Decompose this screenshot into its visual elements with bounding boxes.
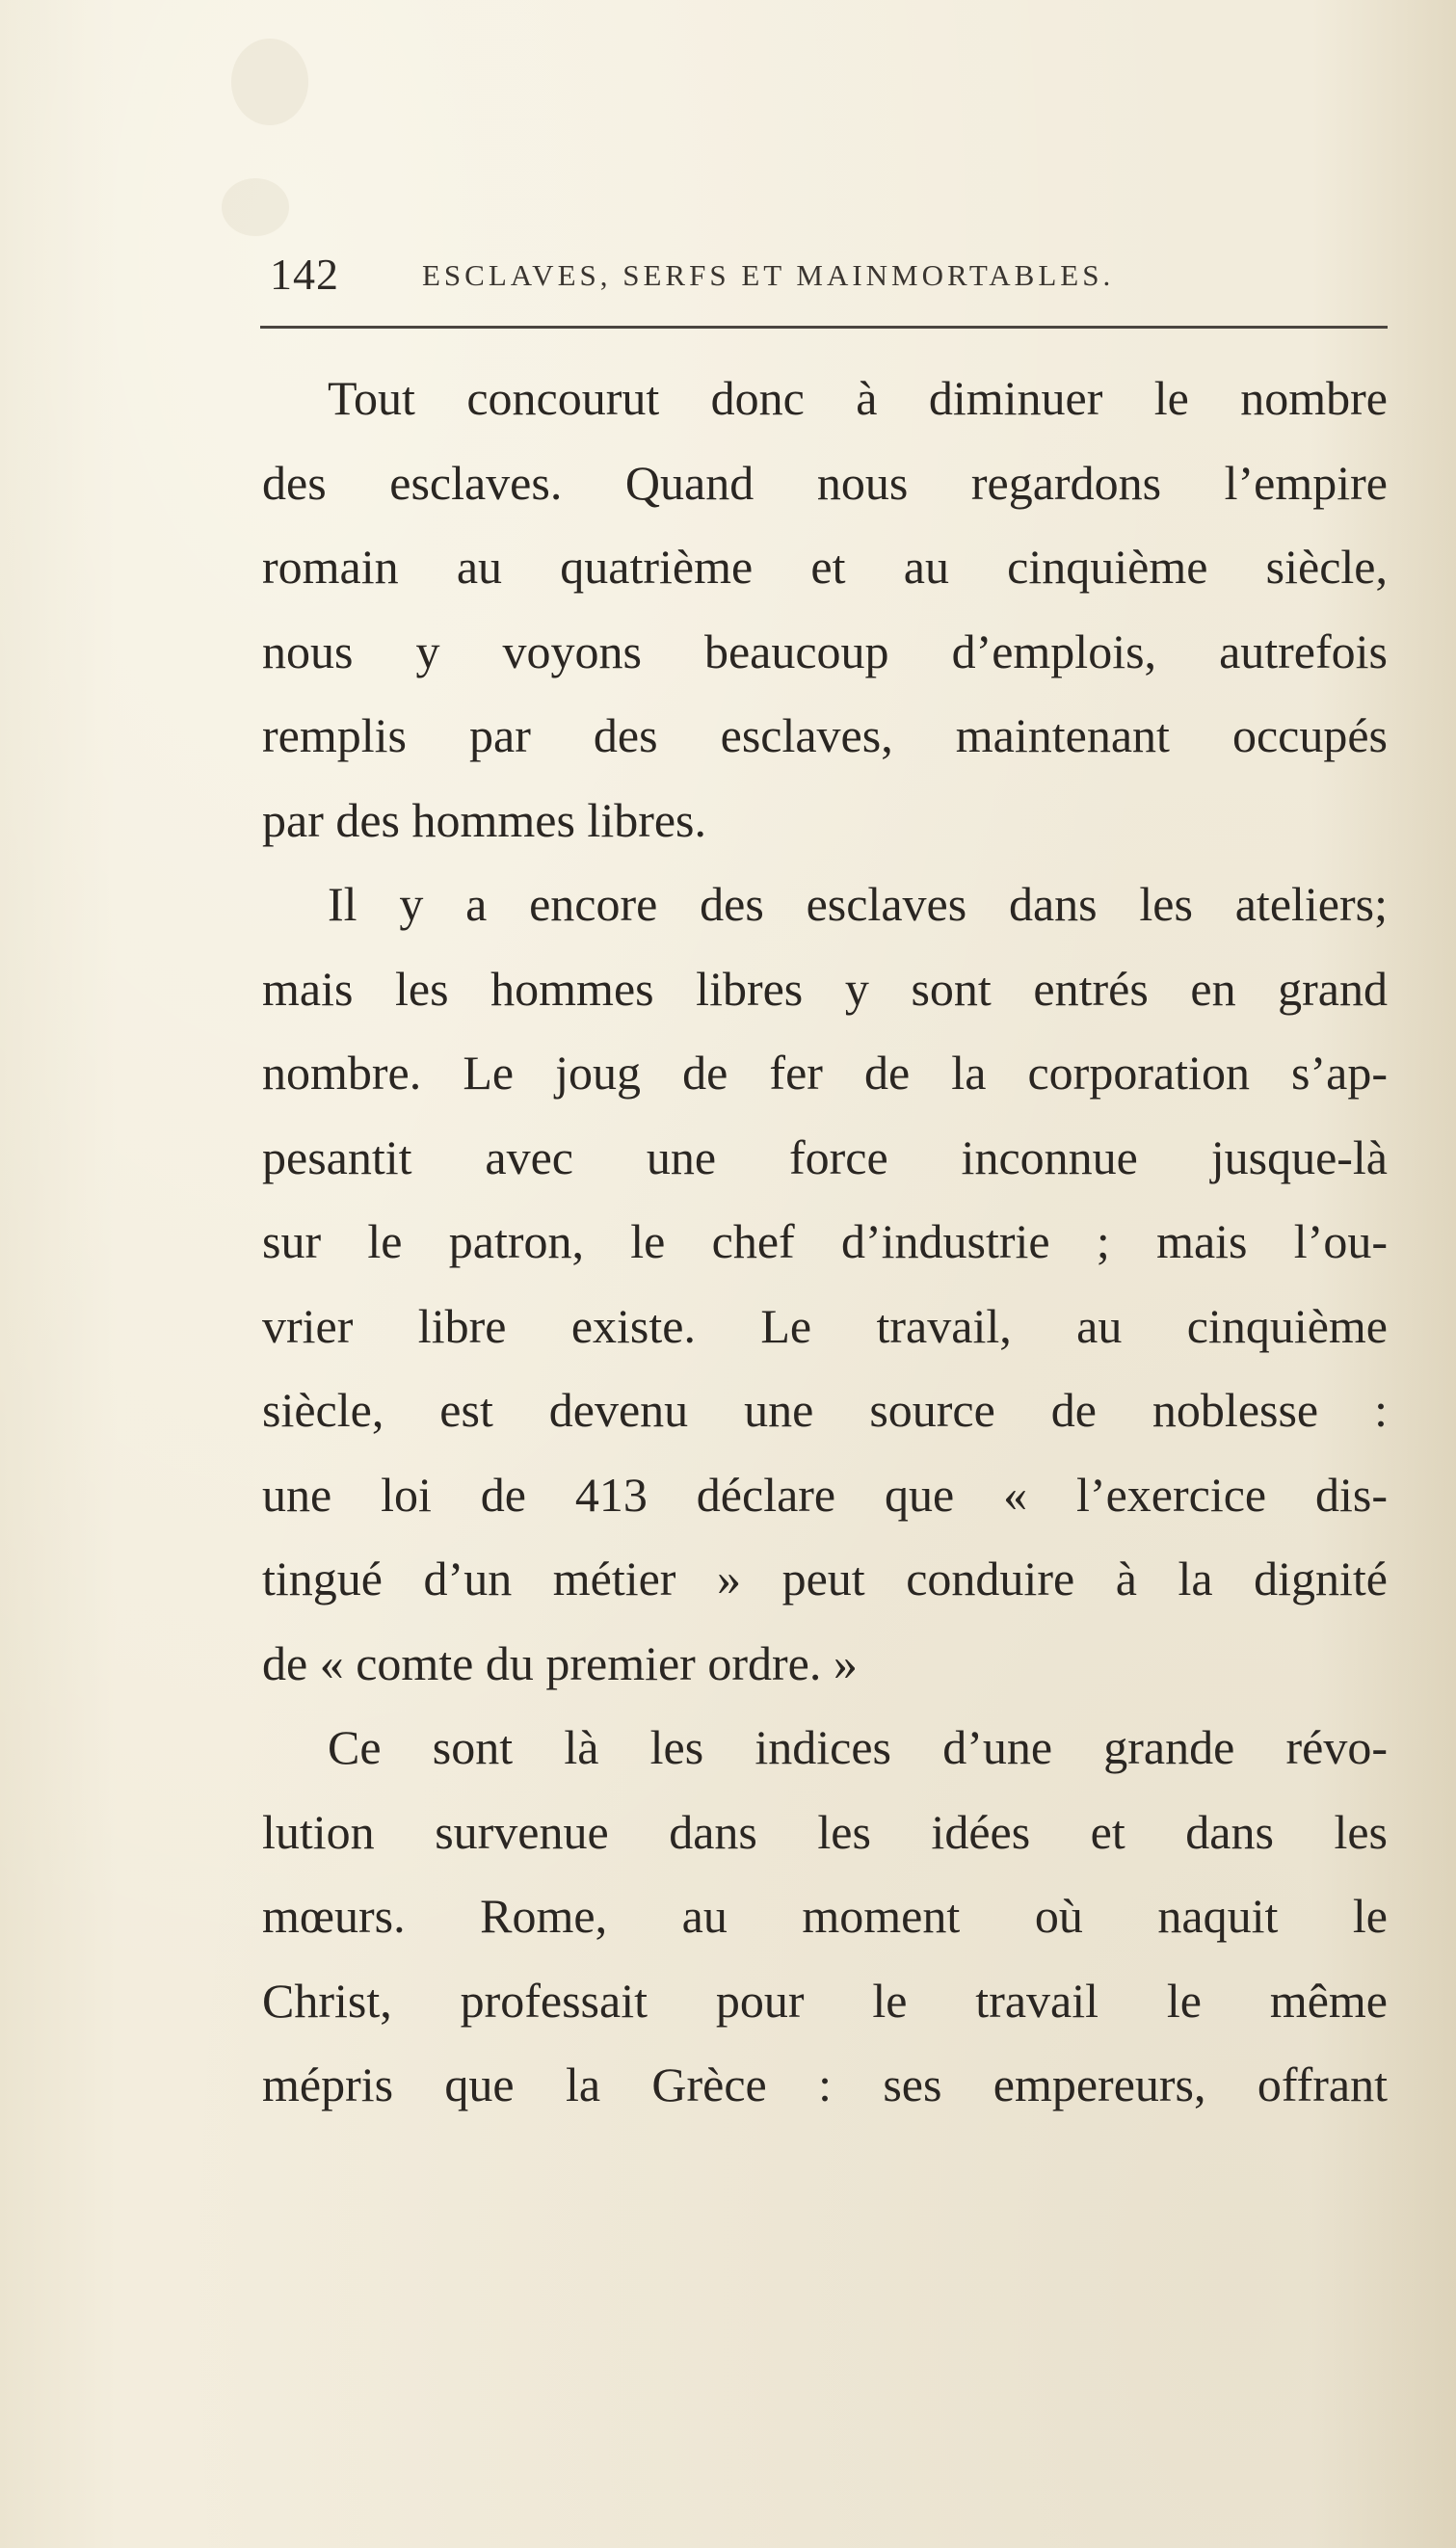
text-line: Tout concourut donc à diminuer le nombre <box>328 371 1388 425</box>
paper-stain <box>231 39 308 125</box>
text-line: nous y voyons beaucoup d’emplois, autrefois <box>262 624 1388 678</box>
page-header <box>260 249 1392 306</box>
text-line: siècle, est devenu une source de noblesse : <box>262 1383 1388 1437</box>
text-line: mépris que la Grèce : ses empereurs, offrant <box>262 2057 1388 2111</box>
text-line: pesantit avec une force inconnue jusque-là <box>262 1129 1388 1184</box>
text-line: vrier libre existe. Le travail, au cinquième <box>262 1298 1388 1353</box>
text-line: Christ, professait pour le travail le même <box>262 1973 1388 2028</box>
text-line: Ce sont là les indices d’une grande révo- <box>328 1720 1388 1774</box>
running-title: ESCLAVES, SERFS ET MAINMORTABLES. <box>422 258 1115 292</box>
page-number: 142 <box>270 250 339 299</box>
text-line: une loi de 413 déclare que « l’exercice dis- <box>262 1467 1388 1522</box>
text-line: par des hommes libres. <box>262 792 707 847</box>
text-line: mais les hommes libres y sont entrés en grand <box>262 961 1388 1016</box>
text-line: mœurs. Rome, au moment où naquit le <box>262 1889 1388 1943</box>
text-line: de « comte du premier ordre. » <box>262 1635 858 1690</box>
text-line: des esclaves. Quand nous regardons l’empire <box>262 455 1388 510</box>
text-line: romain au quatrième et au cinquième siècle, <box>262 540 1388 594</box>
text-line: tingué d’un métier » peut conduire à la dignité <box>262 1552 1388 1606</box>
text-line: remplis par des esclaves, maintenant occupés <box>262 708 1388 762</box>
text-line: lution survenue dans les idées et dans les <box>262 1804 1388 1859</box>
paper-stain <box>222 178 289 236</box>
text-line: nombre. Le joug de fer de la corporation s’ap- <box>262 1046 1388 1100</box>
text-line: sur le patron, le chef d’industrie ; mais l’ou- <box>262 1214 1388 1268</box>
header-rule <box>260 326 1388 329</box>
text-line: Il y a encore des esclaves dans les ateliers; <box>328 877 1388 931</box>
body-text <box>262 357 1388 2128</box>
